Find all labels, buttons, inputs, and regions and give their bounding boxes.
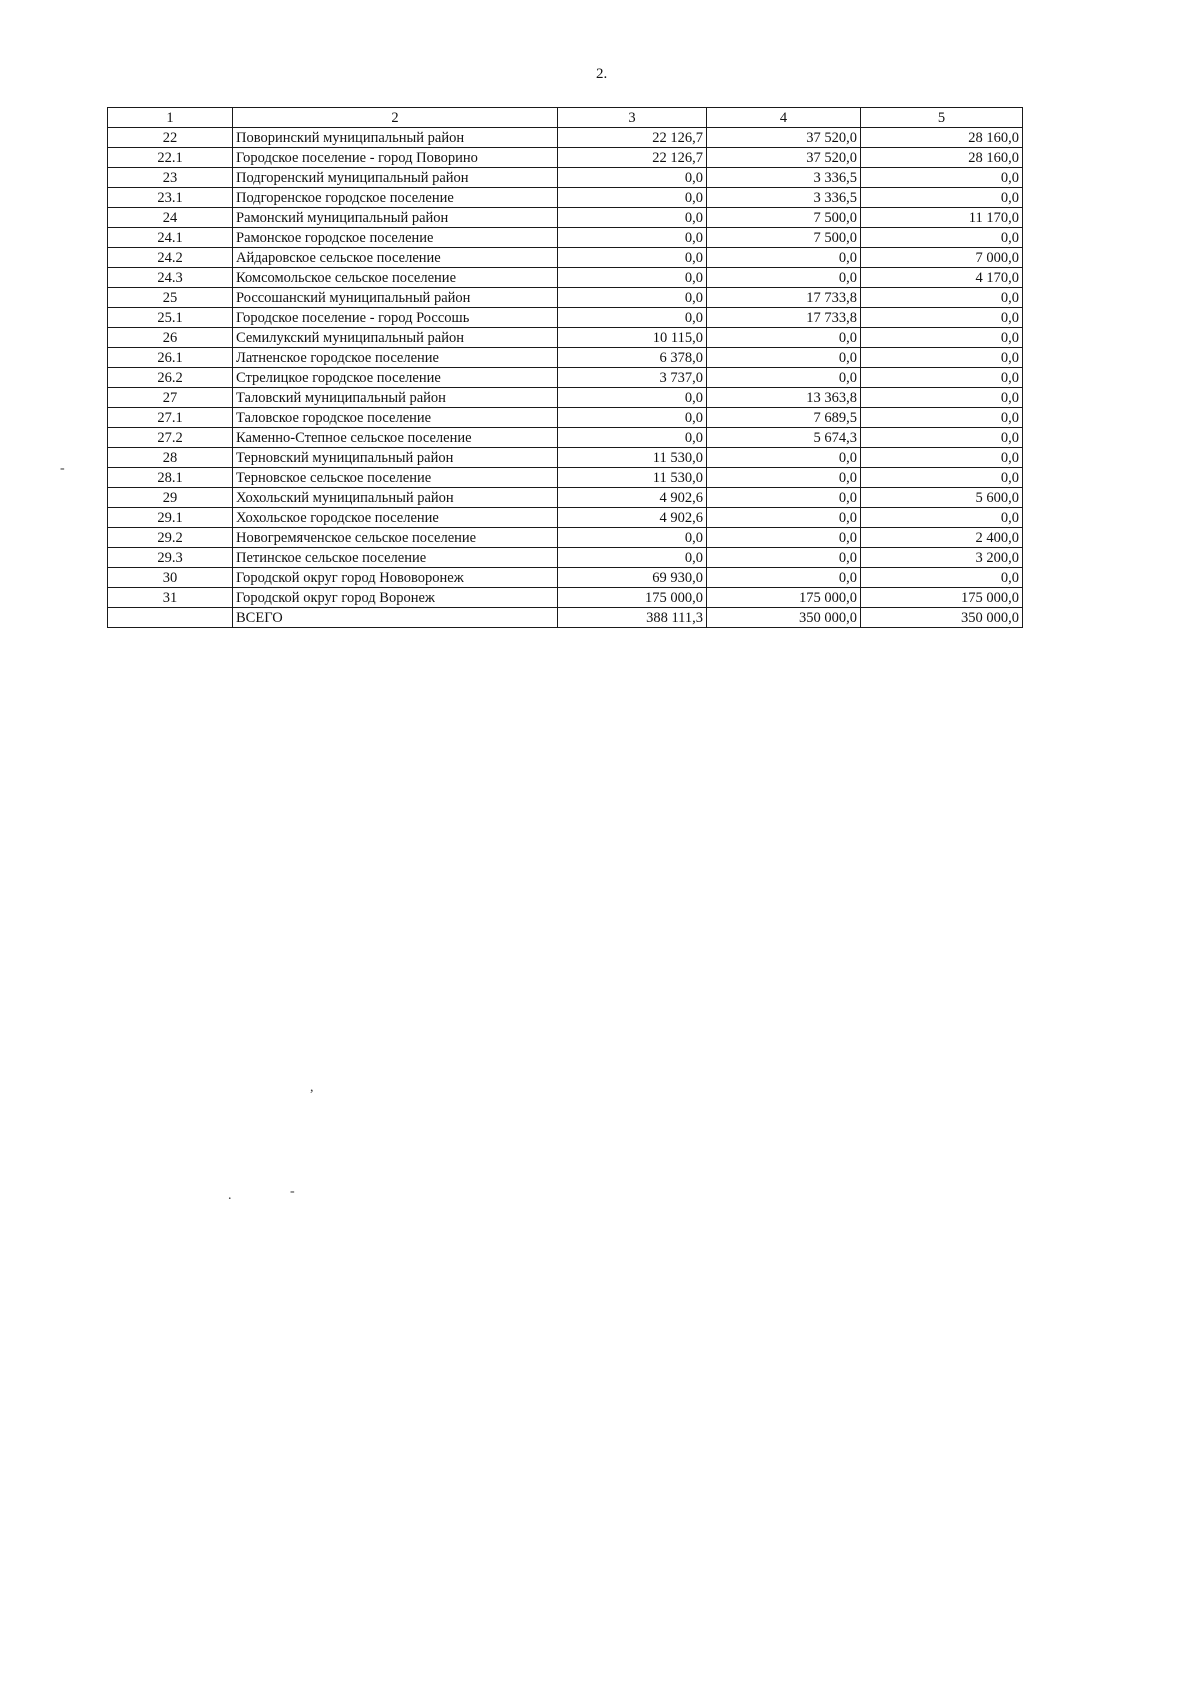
row-name-cell: Подгоренское городское поселение [233, 188, 558, 208]
row-col3-cell: 22 126,7 [558, 128, 707, 148]
row-number-cell: 29.1 [108, 508, 233, 528]
table-row [108, 488, 1023, 508]
row-col4-cell: 0,0 [707, 328, 861, 348]
row-col4-cell: 3 336,5 [707, 188, 861, 208]
row-col5-cell: 28 160,0 [861, 128, 1023, 148]
row-col3-cell: 0,0 [558, 208, 707, 228]
total-col5-cell: 350 000,0 [861, 608, 1023, 628]
table-row [108, 448, 1023, 468]
row-col4-cell: 0,0 [707, 468, 861, 488]
row-name-cell: Новогремяченское сельское поселение [233, 528, 558, 548]
row-col4-cell: 17 733,8 [707, 288, 861, 308]
column-header-5: 5 [861, 108, 1023, 128]
row-number-cell: 24.3 [108, 268, 233, 288]
scan-speck: - [60, 461, 65, 476]
row-col3-cell: 0,0 [558, 188, 707, 208]
table-row [108, 508, 1023, 528]
row-name-cell: Хохольский муниципальный район [233, 488, 558, 508]
row-number-cell: 24.1 [108, 228, 233, 248]
scan-speck: - [290, 1184, 295, 1199]
row-number-cell: 23.1 [108, 188, 233, 208]
row-col4-cell: 0,0 [707, 508, 861, 528]
table-header-row [108, 108, 1023, 128]
row-number-cell: 29.3 [108, 548, 233, 568]
row-col3-cell: 0,0 [558, 528, 707, 548]
row-col5-cell: 0,0 [861, 308, 1023, 328]
table-body [108, 128, 1023, 608]
row-number-cell: 22.1 [108, 148, 233, 168]
row-number-cell: 28 [108, 448, 233, 468]
row-name-cell: Айдаровское сельское поселение [233, 248, 558, 268]
row-col4-cell: 0,0 [707, 568, 861, 588]
total-col4-cell: 350 000,0 [707, 608, 861, 628]
row-number-cell: 22 [108, 128, 233, 148]
row-number-cell: 26.2 [108, 368, 233, 388]
row-col5-cell: 7 000,0 [861, 248, 1023, 268]
table-row [108, 328, 1023, 348]
row-col5-cell: 5 600,0 [861, 488, 1023, 508]
budget-table [107, 107, 1023, 628]
table-row [108, 128, 1023, 148]
row-col5-cell: 2 400,0 [861, 528, 1023, 548]
row-name-cell: Городской округ город Воронеж [233, 588, 558, 608]
row-col5-cell: 175 000,0 [861, 588, 1023, 608]
row-name-cell: Городской округ город Нововоронеж [233, 568, 558, 588]
row-col5-cell: 0,0 [861, 328, 1023, 348]
row-col3-cell: 0,0 [558, 548, 707, 568]
row-col4-cell: 175 000,0 [707, 588, 861, 608]
row-col5-cell: 0,0 [861, 288, 1023, 308]
row-col4-cell: 0,0 [707, 488, 861, 508]
table-row [108, 288, 1023, 308]
table-row [108, 248, 1023, 268]
row-number-cell: 24 [108, 208, 233, 228]
row-name-cell: Терновский муниципальный район [233, 448, 558, 468]
row-col3-cell: 11 530,0 [558, 448, 707, 468]
row-col4-cell: 17 733,8 [707, 308, 861, 328]
row-name-cell: Комсомольское сельское поселение [233, 268, 558, 288]
row-col3-cell: 22 126,7 [558, 148, 707, 168]
row-number-cell: 29 [108, 488, 233, 508]
table-row [108, 168, 1023, 188]
row-col4-cell: 0,0 [707, 348, 861, 368]
table-row [108, 568, 1023, 588]
row-number-cell: 26.1 [108, 348, 233, 368]
row-col5-cell: 28 160,0 [861, 148, 1023, 168]
row-name-cell: Семилукский муниципальный район [233, 328, 558, 348]
row-col4-cell: 0,0 [707, 368, 861, 388]
row-col3-cell: 3 737,0 [558, 368, 707, 388]
table-row [108, 148, 1023, 168]
row-name-cell: Терновское сельское поселение [233, 468, 558, 488]
row-name-cell: Рамонское городское поселение [233, 228, 558, 248]
column-header-1: 1 [108, 108, 233, 128]
row-col4-cell: 7 500,0 [707, 208, 861, 228]
row-col4-cell: 7 500,0 [707, 228, 861, 248]
row-name-cell: Рамонский муниципальный район [233, 208, 558, 228]
total-label: ВСЕГО [233, 608, 558, 628]
table-row [108, 208, 1023, 228]
row-number-cell: 30 [108, 568, 233, 588]
row-col4-cell: 0,0 [707, 528, 861, 548]
row-number-cell: 28.1 [108, 468, 233, 488]
table-row [108, 428, 1023, 448]
row-name-cell: Каменно-Степное сельское поселение [233, 428, 558, 448]
table-row [108, 528, 1023, 548]
row-col3-cell: 0,0 [558, 248, 707, 268]
row-col5-cell: 0,0 [861, 568, 1023, 588]
row-col4-cell: 0,0 [707, 268, 861, 288]
total-row [108, 608, 1023, 628]
row-name-cell: Городское поселение - город Поворино [233, 148, 558, 168]
row-name-cell: Таловское городское поселение [233, 408, 558, 428]
row-col3-cell: 0,0 [558, 308, 707, 328]
row-col3-cell: 0,0 [558, 408, 707, 428]
row-col4-cell: 0,0 [707, 248, 861, 268]
row-col4-cell: 37 520,0 [707, 148, 861, 168]
row-number-cell: 27.2 [108, 428, 233, 448]
row-col5-cell: 3 200,0 [861, 548, 1023, 568]
row-name-cell: Поворинский муниципальный район [233, 128, 558, 148]
row-number-cell: 24.2 [108, 248, 233, 268]
row-col5-cell: 0,0 [861, 368, 1023, 388]
row-col3-cell: 175 000,0 [558, 588, 707, 608]
row-name-cell: Петинское сельское поселение [233, 548, 558, 568]
row-col3-cell: 6 378,0 [558, 348, 707, 368]
scan-speck: , [310, 1080, 314, 1095]
column-header-4: 4 [707, 108, 861, 128]
row-col5-cell: 0,0 [861, 348, 1023, 368]
row-number-cell: 29.2 [108, 528, 233, 548]
row-col3-cell: 0,0 [558, 288, 707, 308]
row-col3-cell: 10 115,0 [558, 328, 707, 348]
row-number-cell: 27.1 [108, 408, 233, 428]
row-col3-cell: 69 930,0 [558, 568, 707, 588]
row-number-cell: 25.1 [108, 308, 233, 328]
row-name-cell: Стрелицкое городское поселение [233, 368, 558, 388]
row-col3-cell: 0,0 [558, 428, 707, 448]
table-row [108, 588, 1023, 608]
column-header-3: 3 [558, 108, 707, 128]
row-name-cell: Городское поселение - город Россошь [233, 308, 558, 328]
scan-speck: . [228, 1188, 232, 1203]
row-col3-cell: 0,0 [558, 168, 707, 188]
row-col5-cell: 0,0 [861, 188, 1023, 208]
row-col5-cell: 0,0 [861, 388, 1023, 408]
row-name-cell: Таловский муниципальный район [233, 388, 558, 408]
table-row [108, 388, 1023, 408]
row-name-cell: Подгоренский муниципальный район [233, 168, 558, 188]
row-col3-cell: 11 530,0 [558, 468, 707, 488]
row-number-cell: 27 [108, 388, 233, 408]
row-col3-cell: 0,0 [558, 388, 707, 408]
row-col4-cell: 0,0 [707, 448, 861, 468]
total-number-cell [108, 608, 233, 628]
row-number-cell: 31 [108, 588, 233, 608]
row-col5-cell: 0,0 [861, 448, 1023, 468]
row-name-cell: Хохольское городское поселение [233, 508, 558, 528]
table-row [108, 548, 1023, 568]
row-col5-cell: 0,0 [861, 428, 1023, 448]
table-row [108, 368, 1023, 388]
row-col4-cell: 5 674,3 [707, 428, 861, 448]
row-col5-cell: 4 170,0 [861, 268, 1023, 288]
row-col5-cell: 0,0 [861, 168, 1023, 188]
row-name-cell: Россошанский муниципальный район [233, 288, 558, 308]
table-row [108, 228, 1023, 248]
row-number-cell: 23 [108, 168, 233, 188]
table-row [108, 308, 1023, 328]
row-col4-cell: 3 336,5 [707, 168, 861, 188]
table-row [108, 188, 1023, 208]
total-col3-cell: 388 111,3 [558, 608, 707, 628]
table-row [108, 468, 1023, 488]
row-col3-cell: 4 902,6 [558, 508, 707, 528]
row-number-cell: 25 [108, 288, 233, 308]
table-row [108, 268, 1023, 288]
row-col5-cell: 0,0 [861, 228, 1023, 248]
row-number-cell: 26 [108, 328, 233, 348]
row-col5-cell: 11 170,0 [861, 208, 1023, 228]
row-col4-cell: 0,0 [707, 548, 861, 568]
row-col5-cell: 0,0 [861, 508, 1023, 528]
table-row [108, 408, 1023, 428]
row-col3-cell: 0,0 [558, 228, 707, 248]
table-row [108, 348, 1023, 368]
row-name-cell: Латненское городское поселение [233, 348, 558, 368]
row-col4-cell: 13 363,8 [707, 388, 861, 408]
row-col4-cell: 7 689,5 [707, 408, 861, 428]
row-col5-cell: 0,0 [861, 408, 1023, 428]
column-header-2: 2 [233, 108, 558, 128]
page-number: 2. [596, 66, 608, 82]
row-col5-cell: 0,0 [861, 468, 1023, 488]
row-col4-cell: 37 520,0 [707, 128, 861, 148]
row-col3-cell: 4 902,6 [558, 488, 707, 508]
row-col3-cell: 0,0 [558, 268, 707, 288]
